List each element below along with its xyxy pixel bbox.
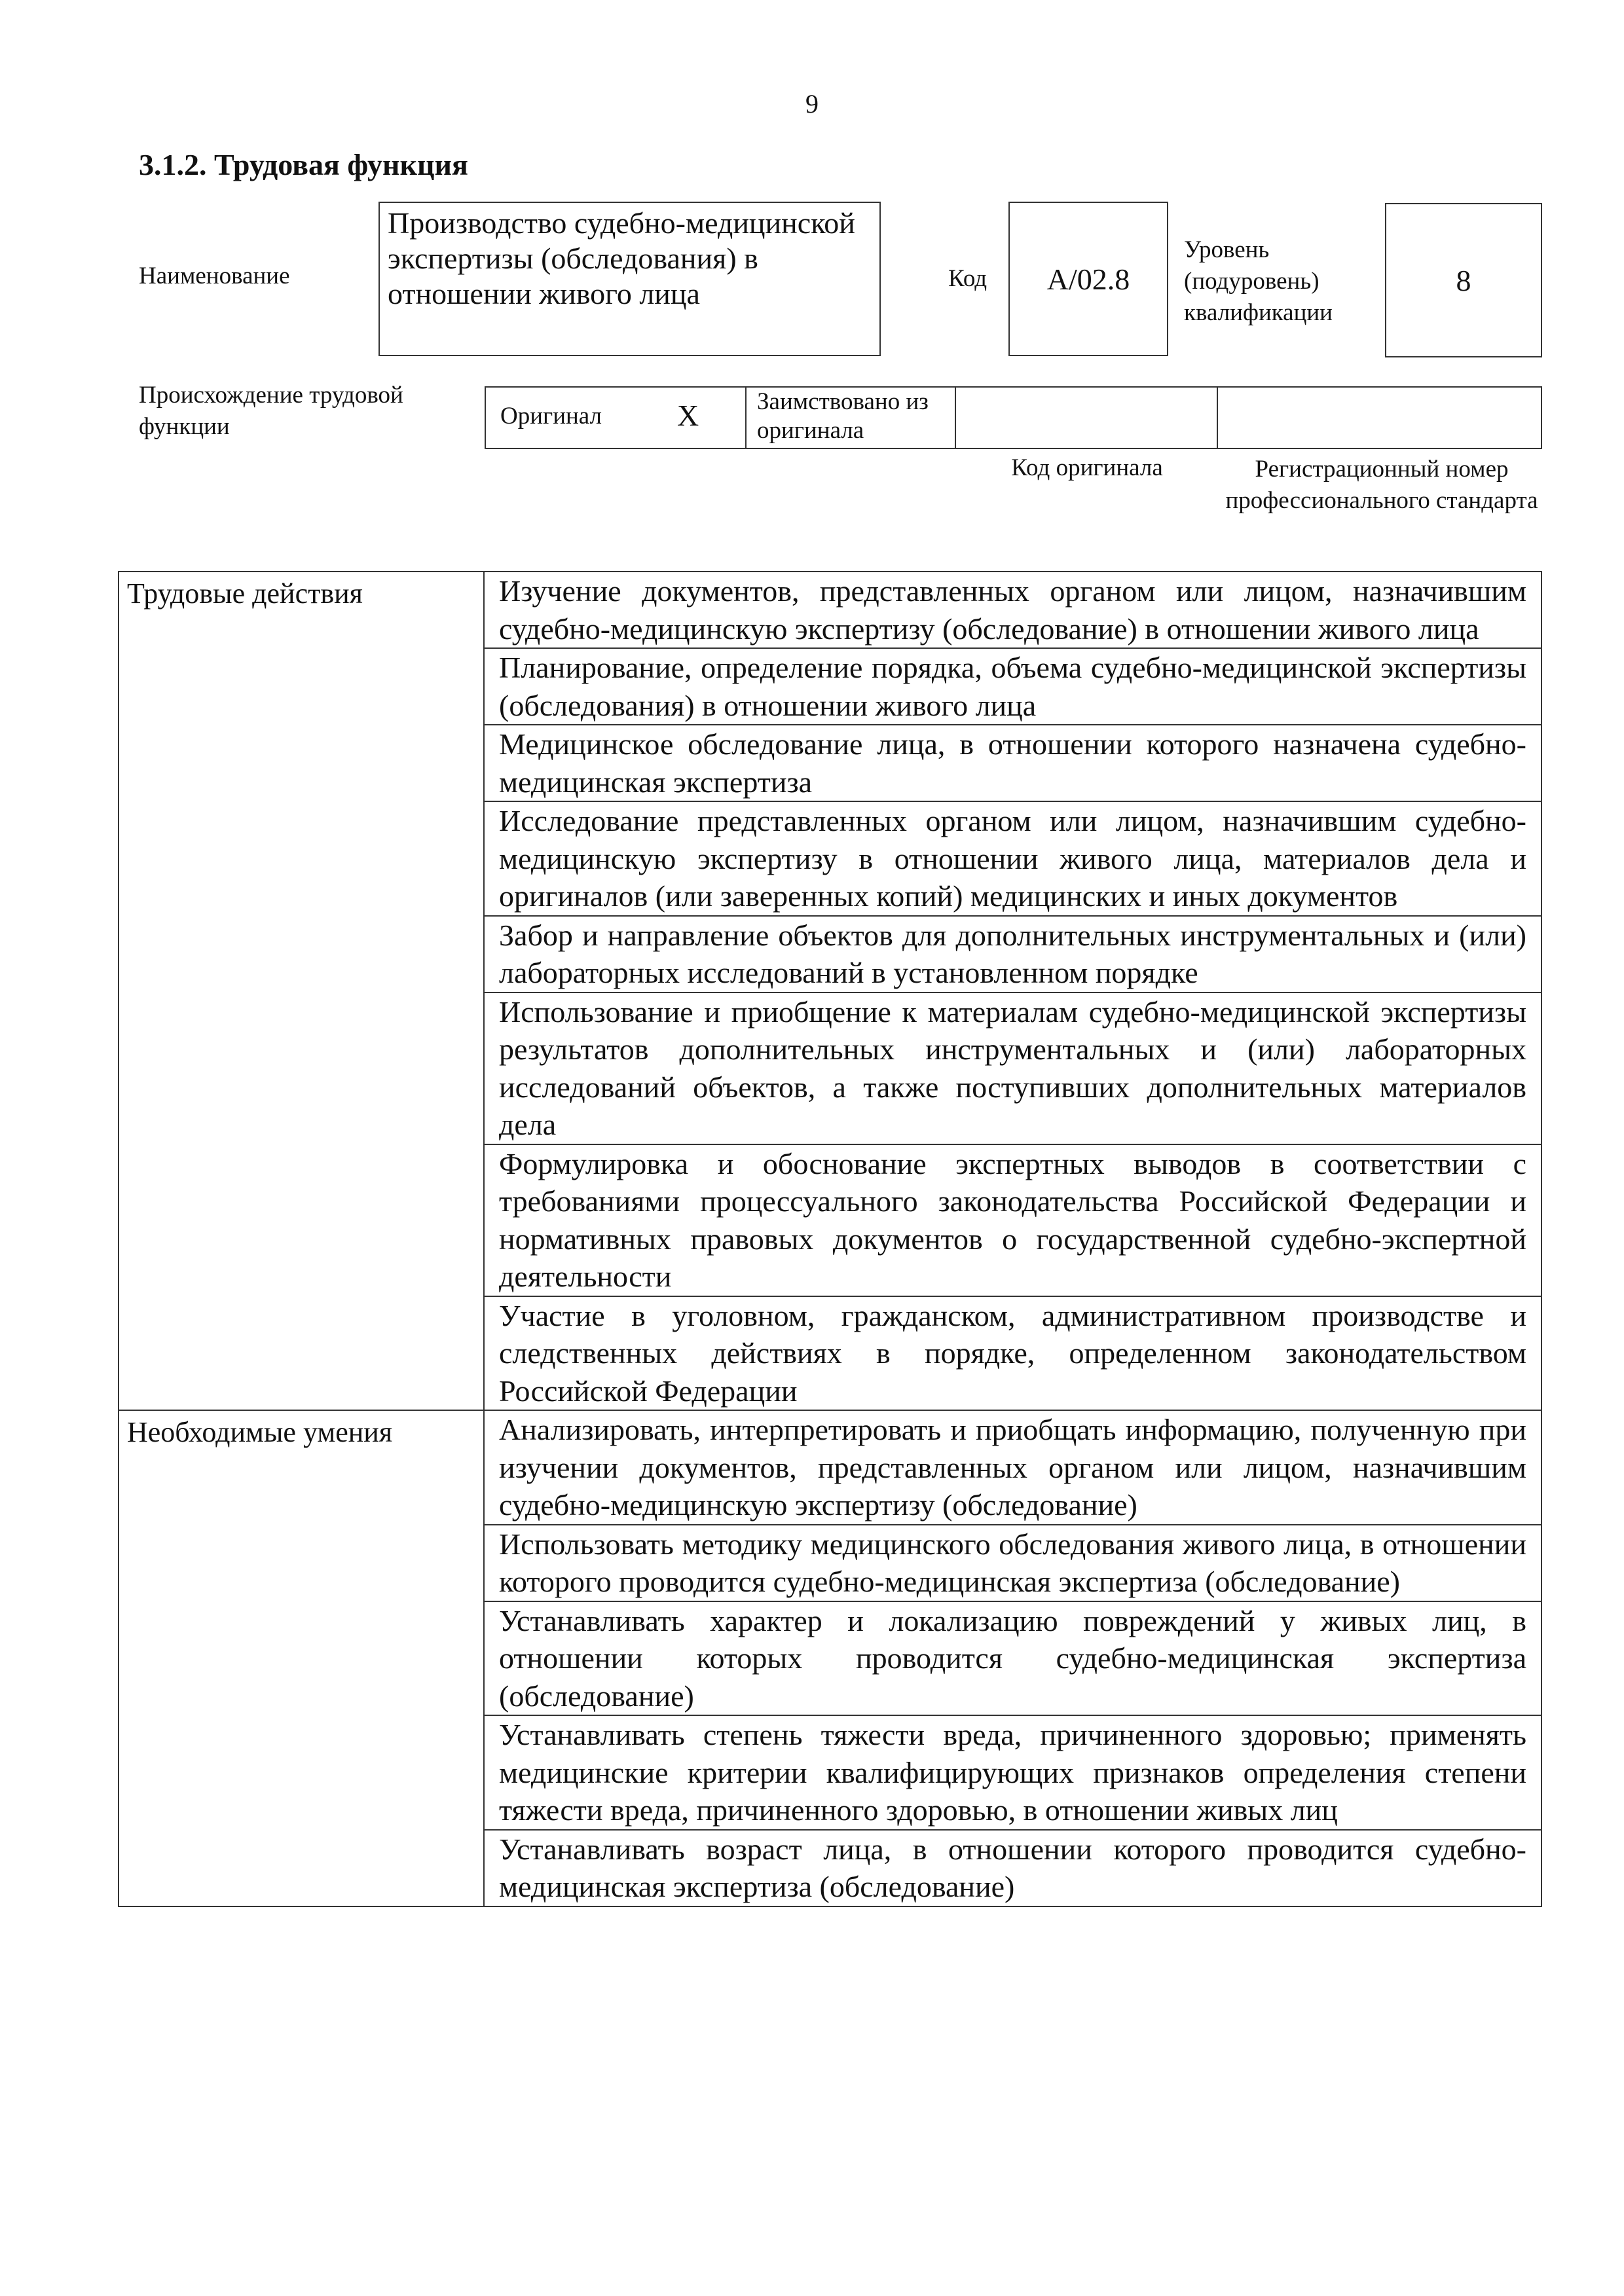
reg-number-caption: Регистрационный номер профессионального стандарта <box>1225 456 1538 514</box>
page-number: 9 <box>805 89 819 118</box>
level-value: 8 <box>1385 203 1542 357</box>
skill-item: Устанавливать возраст лица, в отношении которого проводится судебно-медицинская экспертиза (обследование) <box>484 1830 1541 1906</box>
code-original-caption: Код оригинала <box>1011 454 1163 481</box>
table-row <box>119 1410 1541 1525</box>
labor-action-item: Забор и направление объектов для дополнительных инструментальных и (или) лабораторных исследований в установленном порядке <box>484 916 1541 993</box>
labor-action-item: Медицинское обследование лица, в отношении которого назначена судебно-медицинская экспертиза <box>484 725 1541 801</box>
function-table <box>118 571 1542 1907</box>
borrowed-label: Заимствовано из оригинала <box>757 388 929 444</box>
skill-item: Устанавливать характер и локализацию повреждений у живых лиц, в отношении которых проводится судебно-медицинская экспертиза (обследование) <box>484 1601 1541 1716</box>
origin-borrowed-cell <box>747 388 956 448</box>
labor-actions-label: Трудовые действия <box>119 572 484 1410</box>
name-label: Наименование <box>139 263 290 289</box>
origin-row <box>485 386 1542 449</box>
origin-reg-cell <box>1218 388 1541 448</box>
labor-action-item: Изучение документов, представленных органом или лицом, назначившим судебно-медицинскую экспертизу (обследование) в отношении живого лица <box>484 572 1541 648</box>
origin-label: Происхождение трудовой функции <box>139 382 403 440</box>
skill-item: Анализировать, интерпретировать и приобщать информацию, полученную при изучении документов, представленных органом или лицом, назначившим судебно-медицинскую экспертизу (обследование) <box>484 1410 1541 1525</box>
skill-item: Устанавливать степень тяжести вреда, причиненного здоровью; применять медицинские критерии квалифицирующих признаков определения степени тяжести вреда, причиненного здоровью, в отношении живых лиц <box>484 1715 1541 1830</box>
labor-action-item: Формулировка и обоснование экспертных выводов в соответствии с требованиями процессуального законодательства Российской Федерации и нормативных правовых документов о государственной судебно-экспертной деятельности <box>484 1144 1541 1296</box>
original-label: Оригинал <box>500 403 602 429</box>
name-value: Производство судебно-медицинской экспертизы (обследования) в отношении живого лица <box>378 202 881 356</box>
labor-action-item: Участие в уголовном, гражданском, административном производстве и следственных действиях в порядке, определенном законодательством Российской Федерации <box>484 1296 1541 1411</box>
labor-action-item: Исследование представленных органом или лицом, назначившим судебно-медицинскую экспертизу в отношении живого лица, материалов дела и оригиналов (или заверенных копий) медицинских и иных документов <box>484 801 1541 916</box>
level-label: Уровень (подуровень) квалификации <box>1184 236 1333 326</box>
code-value: A/02.8 <box>1008 202 1168 356</box>
origin-original-cell <box>486 388 747 448</box>
origin-code-cell <box>956 388 1218 448</box>
code-label: Код <box>948 265 987 292</box>
table-row <box>119 572 1541 648</box>
labor-action-item: Использование и приобщение к материалам судебно-медицинской экспертизы результатов дополнительных инструментальных и (или) лабораторных исследований объектов, а также поступивших дополнительных материалов дела <box>484 993 1541 1144</box>
skill-item: Использовать методику медицинского обследования живого лица, в отношении которого проводится судебно-медицинская экспертиза (обследование) <box>484 1525 1541 1601</box>
original-mark: X <box>677 399 699 432</box>
labor-action-item: Планирование, определение порядка, объема судебно-медицинской экспертизы (обследования) в отношении живого лица <box>484 648 1541 725</box>
required-skills-label: Необходимые умения <box>119 1410 484 1906</box>
section-title: 3.1.2. Трудовая функция <box>139 148 468 181</box>
